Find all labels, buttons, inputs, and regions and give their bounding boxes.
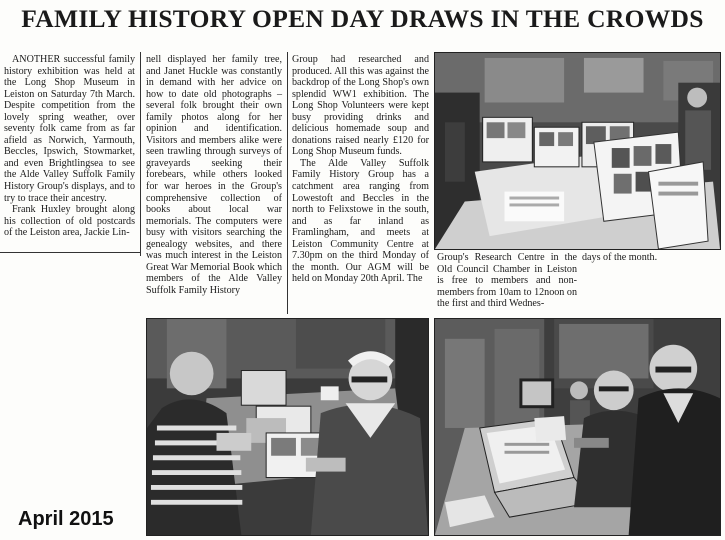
column-1 xyxy=(4,54,135,239)
paragraph-5: The Alde Valley Suffolk Family History Group has a catchment area ranging from Lowestoft and Beccles in the north to Felixstowe in the south, and as far inland as Framlingham, and meets at Leiston Community Centre at 7.30pm on the third Monday of the month. Our AGM will be held on Monday 20th April. The xyxy=(292,157,429,285)
column-3 xyxy=(292,54,429,285)
date-stamp: April 2015 xyxy=(18,508,114,530)
column-rule xyxy=(287,52,288,314)
paragraph-2: Frank Huxley brought along his collection of old postcards of the Leiston area, Jackie Lin- xyxy=(4,204,135,239)
column-rule xyxy=(0,252,141,253)
paragraph-6: Group's Research Centre in the Old Council Chamber in Leiston is free to members and non-members from 10am to 12noon on the first and third Wednes- xyxy=(437,252,577,310)
column-4 xyxy=(437,252,577,310)
column-rule xyxy=(140,52,141,256)
photo-exhibition-display xyxy=(434,52,721,250)
photo-visitors-at-table xyxy=(146,318,429,536)
paragraph-1: ANOTHER successful family history exhibition was held at the Long Shop Museum in Leiston on Saturday 7th March. Despite competition from the lovely spring weather, over seventy folk came from as far afield as Norwich, Yarmouth, Beccles, Ipswich, Stowmarket, and even Brightlingsea to see the Alde Valley Suffolk Family History Group's displays, and to try to trace their ancestry. xyxy=(4,54,135,204)
headline: FAMILY HISTORY OPEN DAY DRAWS IN THE CROWDS xyxy=(21,4,704,33)
column-5 xyxy=(582,252,722,264)
paragraph-4: Group had researched and produced. All this was against the backdrop of the Long Shop's own splendid WW1 exhibition. The Long Shop Volunteers were kept busy providing drinks and delicious homemade soup and donations raised nearly £120 for Long Shop Museum funds. xyxy=(292,54,429,158)
photo-computer-research xyxy=(434,318,721,536)
paragraph-7: days of the month. xyxy=(582,252,658,263)
column-2 xyxy=(146,54,282,296)
paragraph-3: nell displayed her family tree, and Janet Huckle was constantly in demand with her advice on how to date old photographs – several folk brought their own family photos along for her opinion and identification. Visitors and members alike were seen trawling through surveys of graveyards seeking their forebears, while others looked for war heroes in the Group's comprehensive collection of books about local war memorials. The computers were busy with visitors searching the genealogy websites, and there was much interest in the Leiston Great War Memorial Book which members of the Alde Valley Suffolk Family History xyxy=(146,54,282,296)
